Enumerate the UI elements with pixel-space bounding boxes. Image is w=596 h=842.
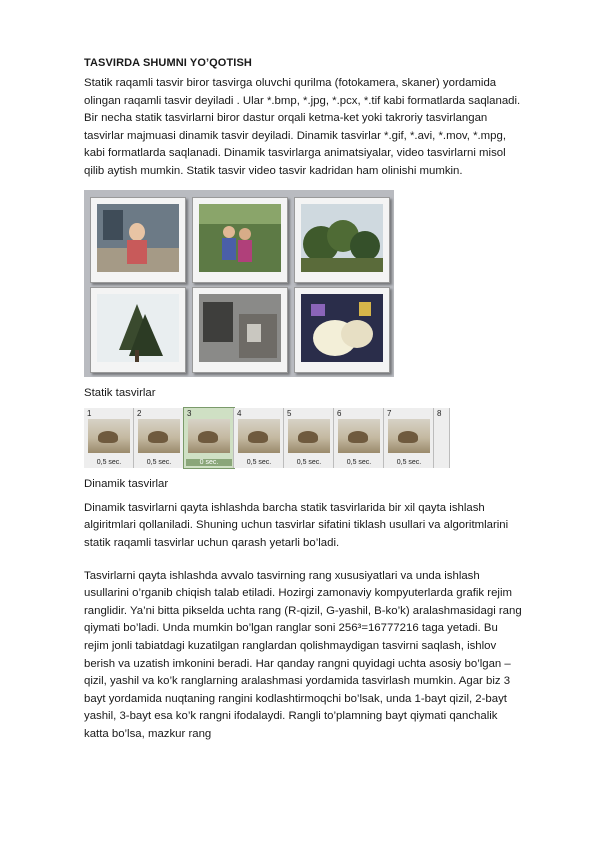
photo-frame	[90, 287, 186, 373]
animation-frame[interactable]	[234, 408, 284, 468]
frame-number: 2	[137, 409, 142, 419]
family-photo	[199, 204, 281, 272]
animation-frame[interactable]	[134, 408, 184, 468]
frame-thumbnail	[88, 419, 130, 453]
trees-photo	[301, 204, 383, 272]
frame-delay[interactable]: 0,5 sec.	[346, 459, 372, 467]
photo-frame	[294, 197, 390, 283]
photo-frame	[90, 197, 186, 283]
frame-number: 8	[437, 409, 442, 419]
body-paragraph-1: Dinamik tasvirlarni qayta ishlashda barcha statik tasvirlarida bir xil qayta ishlash algiritmlari qollaniladi. Shuning uchun tasvirlar sifatini tiklash usullari va algoritmlarini statik raqamli tasvirlar uchun qarash yetarli bo’ladi.	[84, 501, 509, 549]
photo-frame	[192, 287, 288, 373]
photo-frame	[294, 287, 390, 373]
bears-photo	[301, 294, 383, 362]
document-page	[84, 57, 524, 743]
animation-frame[interactable]	[184, 408, 234, 468]
frame-number: 4	[237, 409, 242, 419]
child-photo	[97, 204, 179, 272]
frame-delay[interactable]: 0 sec.	[186, 459, 232, 466]
frame-thumbnail	[338, 419, 380, 453]
frame-delay[interactable]: 0,5 sec.	[396, 459, 422, 467]
frame-delay[interactable]: 0,5 sec.	[146, 459, 172, 467]
frame-delay[interactable]: 0,5 sec.	[246, 459, 272, 467]
frame-thumbnail	[388, 419, 430, 453]
body-paragraph-2: Tasvirlarni qayta ishlashda avvalo tasvirning rang xususiyatlari va unda ishlash usullarini o’rganib chiqish talab etiladi. Hozirgi zamonaviy kompyuterlarda grafik rejim ranglidir. Ya’ni bitta pikselda uchta rang (R-qizil, G-yashil, B-ko’k) aralashmasidagi rang qiymati bo’ladi. Unda mumkin bo’lgan ranglar soni 256³=16777216 taga yetadi. Bu rejim jonli tabiatdagi kuzatilgan ranglardan qolishmaydigan tasvirni saqlash, ishlov berish va uzatish imkonini beradi. Har qanday rangni quyidagi uchta asosiy bo’lgan – qizil, yashil va ko’k ranglarning aralashmasi yordamida tasvirlash mumkin. Agar biz 3 bayt yordamida nuqtaning rangini kodlashtirmoqchi bo’lsak, unda 1-bayt qizil, 2-bayt yashil, 3-bayt esa ko’k rangni ifodalaydi. Rangli to’plamning bayt qiymati qanchalik katta bo’lsa, mazkur rang	[84, 569, 522, 740]
frame-delay[interactable]: 0,5 sec.	[296, 459, 322, 467]
animation-frame[interactable]	[434, 408, 450, 468]
dynamic-images-strip	[84, 408, 450, 468]
interior-photo	[199, 294, 281, 362]
animation-frame[interactable]	[384, 408, 434, 468]
frame-thumbnail	[188, 419, 230, 453]
frame-number: 3	[187, 409, 192, 419]
static-images-caption: Statik tasvirlar	[84, 386, 156, 399]
frame-thumbnail	[288, 419, 330, 453]
photo-frame	[192, 197, 288, 283]
animation-frame[interactable]	[84, 408, 134, 468]
intro-paragraph: Statik raqamli tasvir biror tasvirga oluvchi qurilma (fotokamera, skaner) yordamida olingan raqamli tasvir deyiladi . Ular *.bmp, *.jpg, *.pcx, *.tif kabi formatlarda saqlanadi. Bir necha statik tasvirlarni biror dastur orqali ketma-ket yoki takroriy tasvirlangan tasvirlar majmuasi dinamik tasvir deyiladi. Dinamik tasvirlar *.gif, *.avi, *.mov, *.mpg, kabi formatlarda saqlanadi. Dinamik tasvirlarga animatsiyalar, video tasvirlarni misol qilib aytish mumkin. Statik tasvir video tasvir kadridan ham olinishi mumkin.	[84, 77, 521, 177]
animation-frame[interactable]	[284, 408, 334, 468]
animation-frame[interactable]	[334, 408, 384, 468]
frame-delay[interactable]: 0,5 sec.	[96, 459, 122, 467]
frame-number: 1	[87, 409, 92, 419]
frame-thumbnail	[238, 419, 280, 453]
dynamic-images-caption: Dinamik tasvirlar	[84, 478, 169, 491]
document-heading: TASVIRDA SHUMNI YO’QOTISH	[84, 57, 252, 69]
tree-sky-photo	[97, 294, 179, 362]
frame-number: 6	[337, 409, 342, 419]
static-images-figure	[84, 190, 394, 377]
frame-thumbnail	[138, 419, 180, 453]
frame-number: 5	[287, 409, 292, 419]
frame-number: 7	[387, 409, 392, 419]
